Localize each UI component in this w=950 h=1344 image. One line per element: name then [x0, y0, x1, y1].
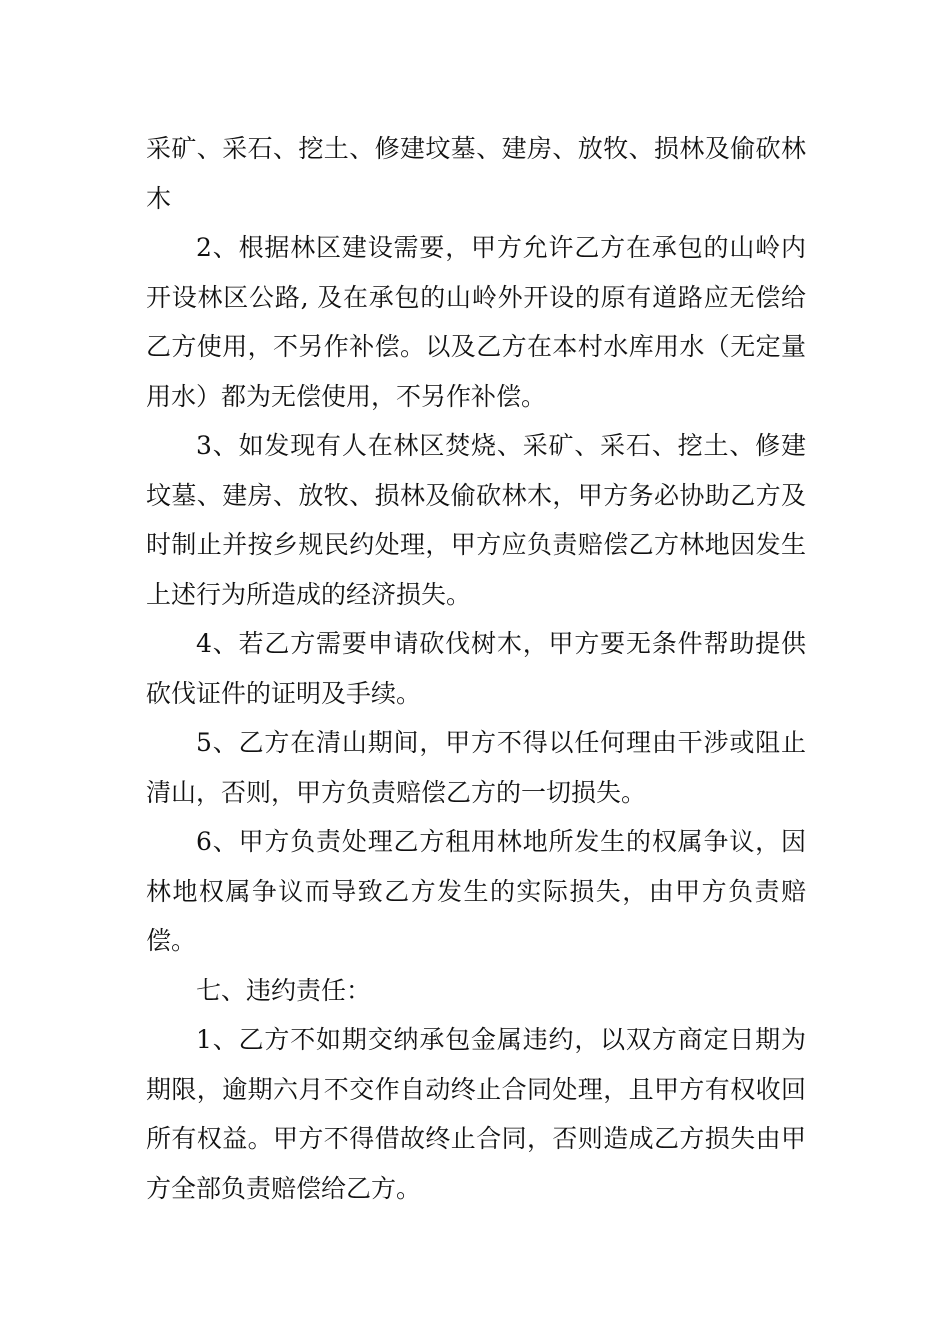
paragraph-continuation: 采矿、采石、挖土、修建坟墓、建房、放牧、损林及偷砍林木	[146, 134, 806, 213]
document-body	[146, 124, 806, 1213]
paragraph-clause-4-logging: 4、若乙方需要申请砍伐树木，甲方要无条件帮助提供砍伐证件的证明及手续。	[146, 629, 806, 708]
paragraph-liability-clause-1: 1、乙方不如期交纳承包金属违约，以双方商定日期为期限，逾期六月不交作自动终止合同处理，且甲方有权收回所有权益。甲方不得借故终止合同，否则造成乙方损失由甲方全部负责赔偿给乙方。	[146, 1025, 806, 1203]
paragraph-clause-3-protection: 3、如发现有人在林区焚烧、采矿、采石、挖土、修建坟墓、建房、放牧、损林及偷砍林木，甲方务必协助乙方及时制止并按乡规民约处理，甲方应负责赔偿乙方林地因发生上述行为所造成的经济损失。	[146, 431, 806, 609]
paragraph-clause-2-roads: 2、根据林区建设需要，甲方允许乙方在承包的山岭内开设林区公路, 及在承包的山岭外开设的原有道路应无偿给乙方使用，不另作补偿。以及乙方在本村水库用水（无定量用水）都为无偿使用，不另作补偿。	[146, 233, 806, 411]
paragraph-clause-6-disputes: 6、甲方负责处理乙方租用林地所发生的权属争议，因林地权属争议而导致乙方发生的实际损失，由甲方负责赔偿。	[146, 827, 806, 955]
section-heading-liability: 七、违约责任：	[196, 975, 372, 1005]
paragraph-clause-5-clearing: 5、乙方在清山期间，甲方不得以任何理由干涉或阻止清山，否则，甲方负责赔偿乙方的一切损失。	[146, 728, 806, 807]
